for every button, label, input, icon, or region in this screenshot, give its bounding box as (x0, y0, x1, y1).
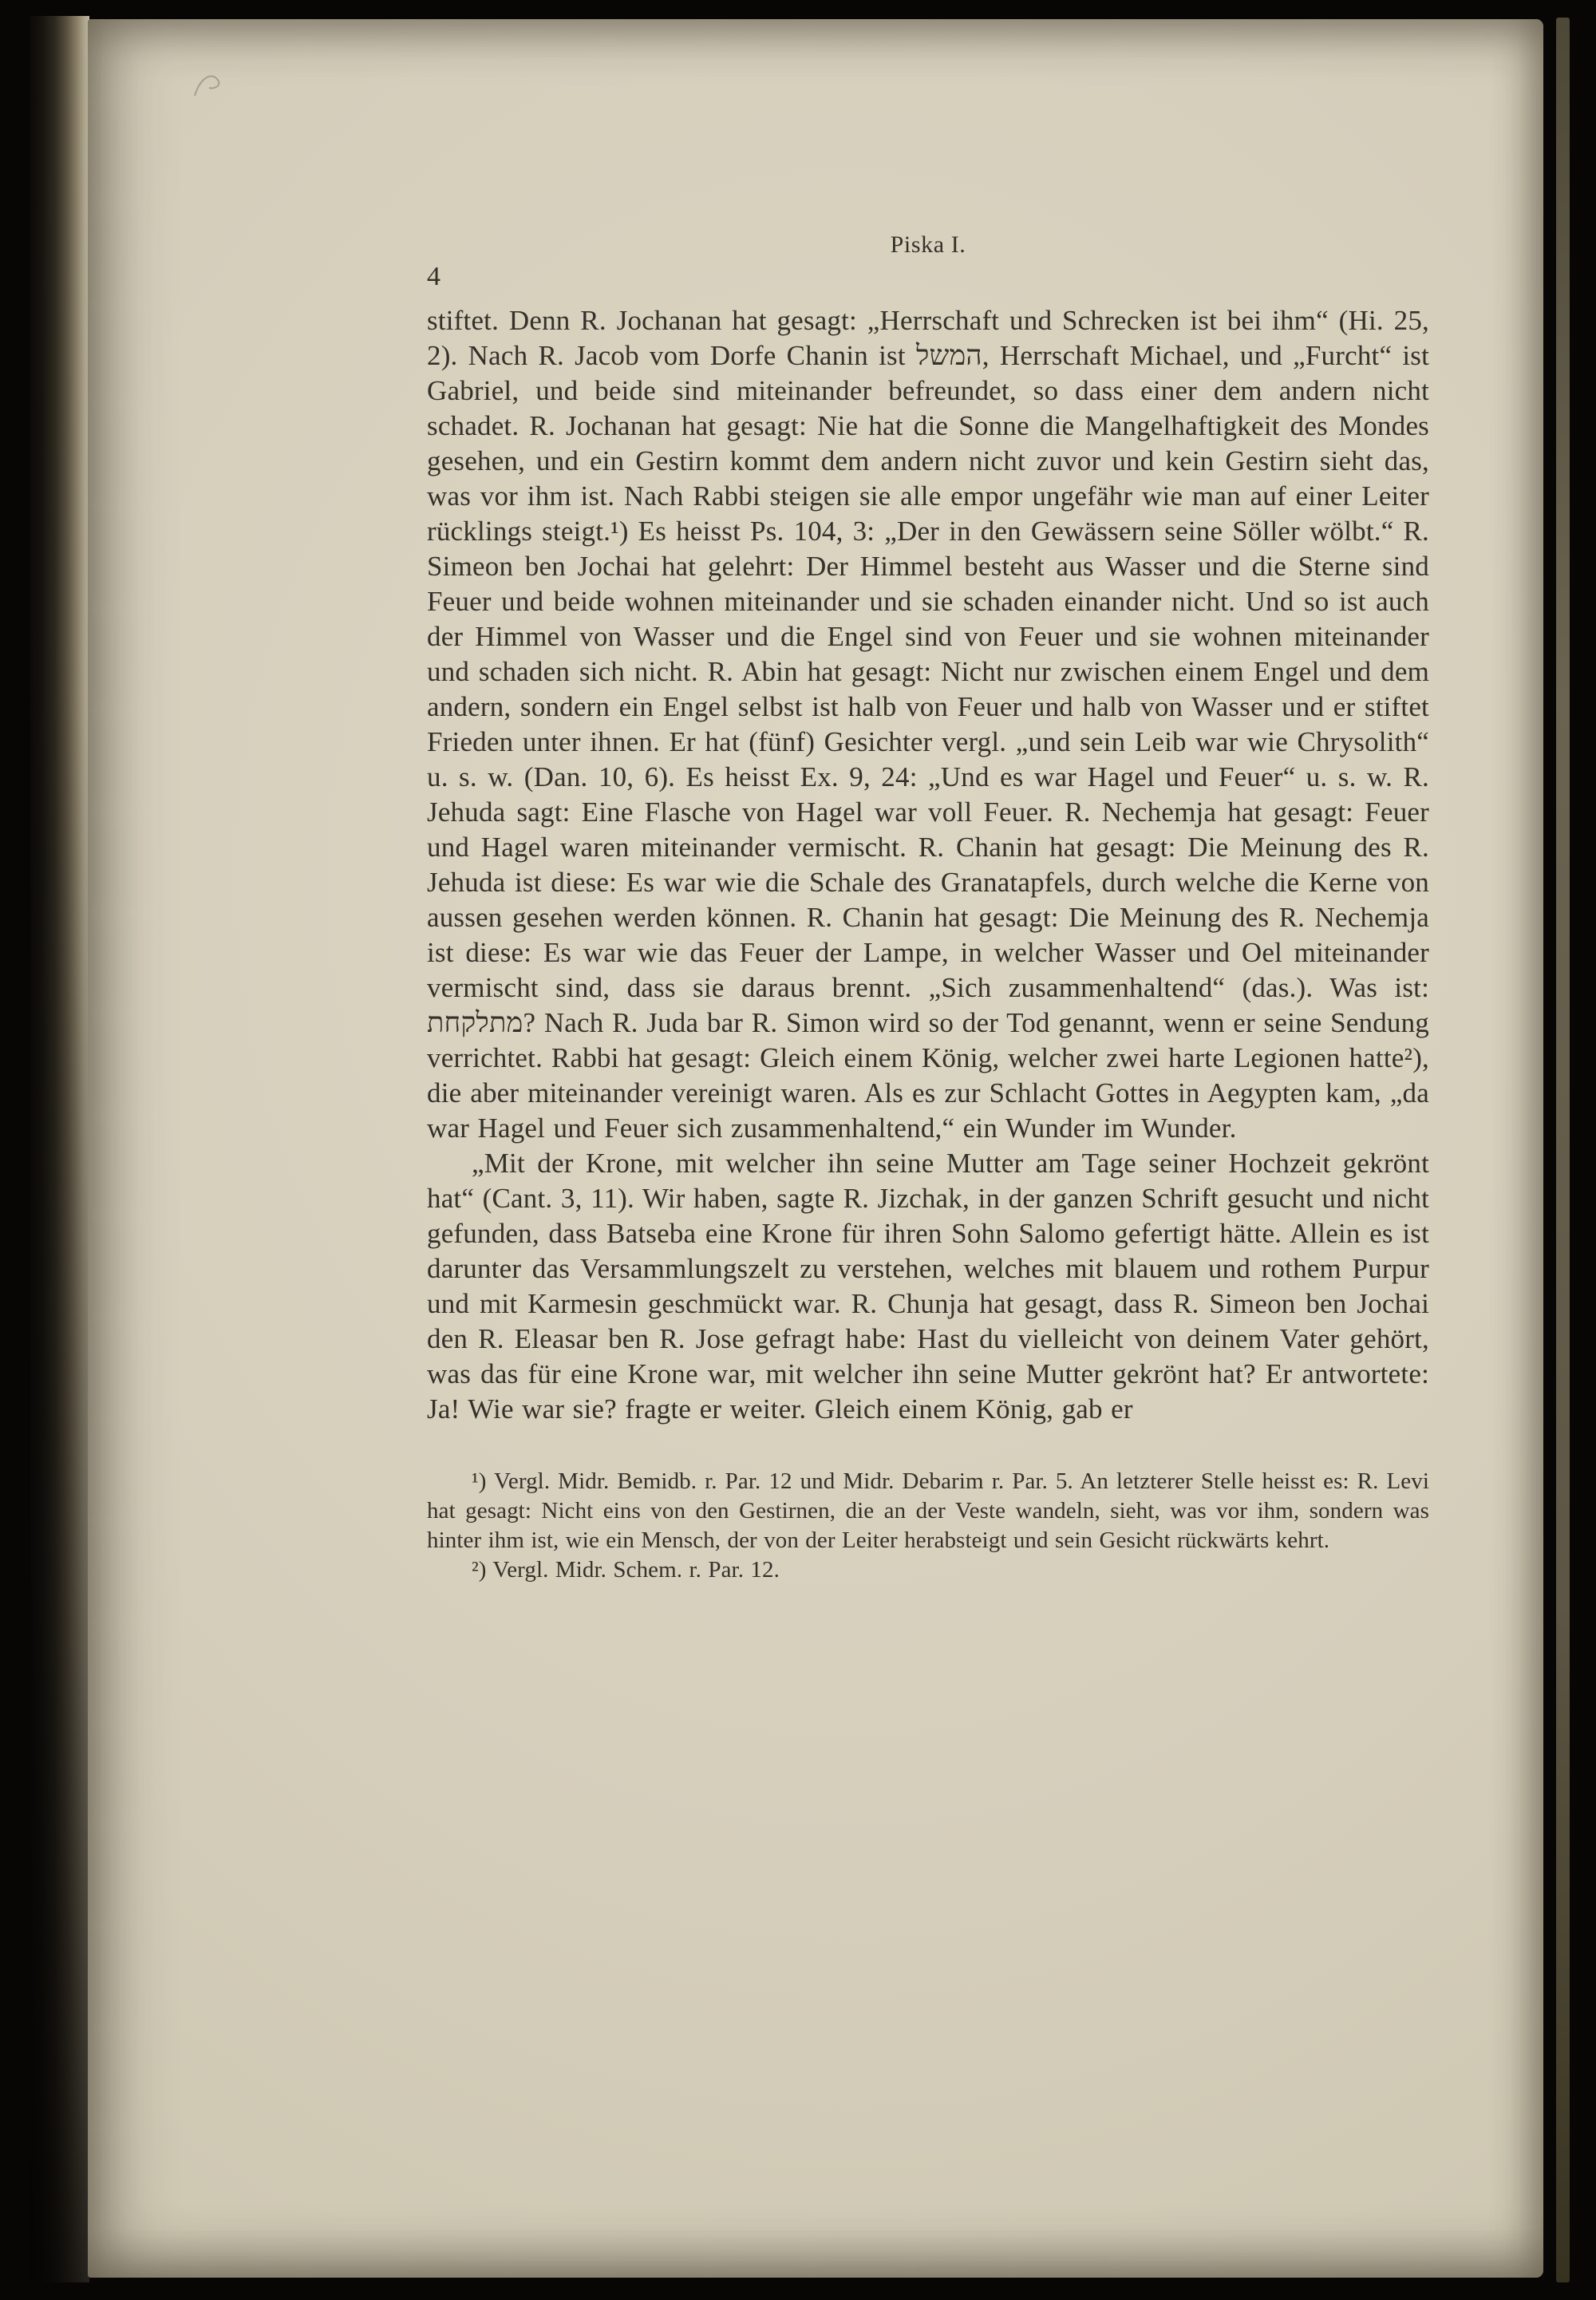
footnote: ²) Vergl. Midr. Schem. r. Par. 12. (472, 1557, 780, 1583)
paragraph: „Mit der Krone, mit welcher ihn seine Mutter am Tage seiner Hochzeit gekrönt hat“ (Cant. 3, 11). Wir haben, sagte R. Jizchak, in der ganzen Schrift gesucht und nicht gefunden, dass Batseba eine Krone für ihren Sohn Salomo gefertigt hätte. Allein es ist darunter das Versammlungszelt zu verstehen, welches mit blauem und rothem Purpur und mit Karmesin geschmückt war. R. Chunja hat gesagt, dass R. Simeon ben Jochai den R. Eleasar ben R. Jose gefragt habe: Hast du vielleicht von deinem Vater gehört, was das für eine Krone war, mit welcher ihn seine Mutter gekrönt hat? Er antwortete: Ja! Wie war sie? fragte er weiter. Gleich einem König, gab er (427, 1148, 1429, 1425)
pencil-mark (190, 65, 238, 105)
body-text (427, 303, 1429, 1427)
footnote: ¹) Vergl. Midr. Bemidb. r. Par. 12 und Midr. Debarim r. Par. 5. An letzterer Stelle heisst es: R. Levi hat gesagt: Nicht eins von den Gestirnen, die an der Veste wandeln, sieht, was vor ihm, sondern was hinter ihm ist, wie ein Mensch, der von der Leiter herabsteigt und sein Gesicht rückwärts kehrt. (427, 1468, 1429, 1553)
paragraph: stiftet. Denn R. Jochanan hat gesagt: „Herrschaft und Schrecken ist bei ihm“ (Hi. 25, 2). Nach R. Jacob vom Dorfe Chanin ist המשל, Herrschaft Michael, und „Furcht“ ist Gabriel, und beide sind miteinander befreundet, so dass einer dem andern nicht schadet. R. Jochanan hat gesagt: Nie hat die Sonne die Mangelhaftigkeit des Mondes gesehen, und ein Gestirn kommt dem andern nicht zuvor und kein Gestirn sieht das, was vor ihm ist. Nach Rabbi steigen sie alle empor ungefähr wie man auf einer Leiter rücklings steigt.¹) Es heisst Ps. 104, 3: „Der in den Gewässern seine Söller wölbt.“ R. Simeon ben Jochai hat gelehrt: Der Himmel besteht aus Wasser und die Sterne sind Feuer und beide wohnen miteinander und sie schaden einander nicht. Und so ist auch der Himmel von Wasser und die Engel sind von Feuer und sie wohnen miteinander und schaden sich nicht. R. Abin hat gesagt: Nicht nur zwischen einem Engel und dem andern, sondern ein Engel selbst ist halb von Feuer und halb von Wasser und er stiftet Frieden unter ihnen. Er hat (fünf) Gesichter vergl. „und sein Leib war wie Chrysolith“ u. s. w. (Dan. 10, 6). Es heisst Ex. 9, 24: „Und es war Hagel und Feuer“ u. s. w. R. Jehuda sagt: Eine Flasche von Hagel war voll Feuer. R. Nechemja hat gesagt: Feuer und Hagel waren miteinander vermischt. R. Chanin hat gesagt: Die Meinung des R. Jehuda ist diese: Es war wie die Schale des Granatapfels, durch welche die Kerne von aussen gesehen werden können. R. Chanin hat gesagt: Die Meinung des R. Nechemja ist diese: Es war wie das Feuer der Lampe, in welcher Wasser und Oel miteinander vermischt sind, dass sie daraus brennt. „Sich zusammenhaltend“ (das.). Was ist: מתלקחת? Nach R. Juda bar R. Simon wird so der Tod genannt, wenn er seine Sendung verrichtet. Rabbi hat gesagt: Gleich einem König, welcher zwei harte Legionen hatte²), die aber miteinander vereinigt waren. Als es zur Schlacht Gottes in Aegypten kam, „da war Hagel und Feuer sich zusammenhaltend,“ ein Wunder im Wunder. (427, 305, 1429, 1144)
running-header: Piska I. (890, 231, 966, 258)
book-spine-page-edges (30, 16, 89, 2282)
footnotes (427, 1467, 1429, 1585)
text-column (427, 231, 1429, 1585)
spine-shadow (30, 16, 89, 2282)
page-number: 4 (427, 262, 440, 291)
book-edge-right (1556, 18, 1570, 2282)
book-page (88, 19, 1543, 2278)
